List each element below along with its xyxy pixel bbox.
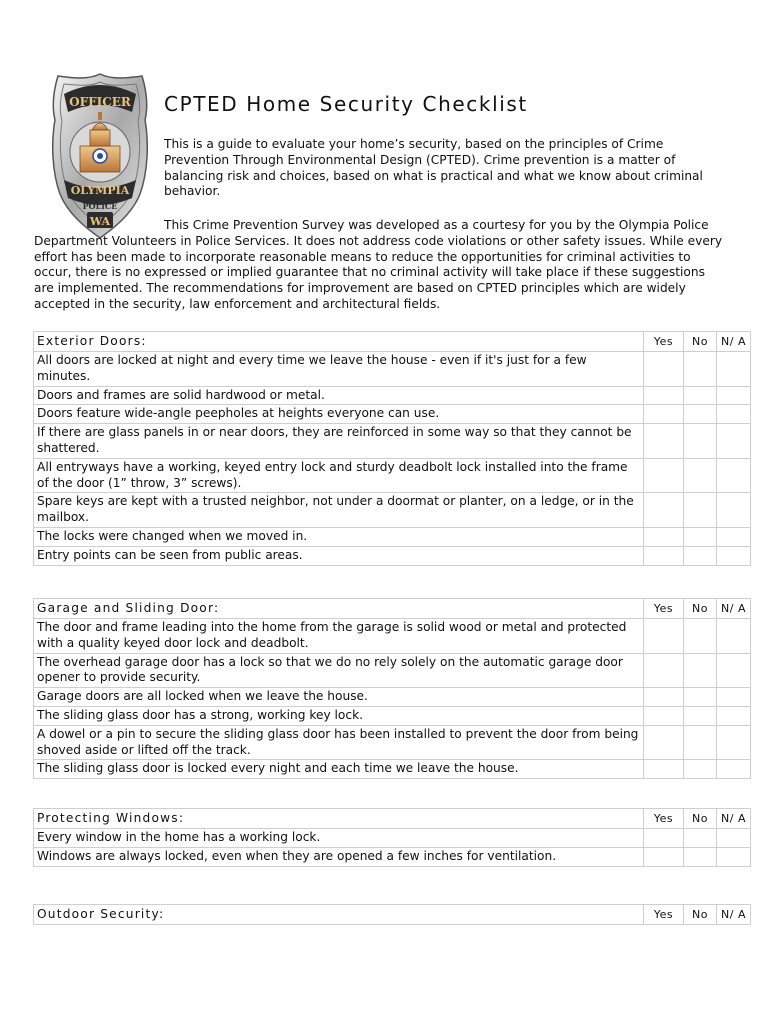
yes-column-header: Yes: [644, 599, 684, 619]
checklist-row: [34, 688, 751, 707]
badge-olympia-text: OLYMPIA: [70, 184, 130, 197]
na-checkbox[interactable]: [717, 527, 751, 546]
no-checkbox[interactable]: [684, 653, 717, 688]
no-checkbox[interactable]: [684, 619, 717, 654]
no-checkbox[interactable]: [684, 706, 717, 725]
badge-police-text: POLICE: [82, 201, 118, 211]
yes-checkbox[interactable]: [644, 725, 684, 760]
checklist-question: The door and frame leading into the home from the garage is solid wood or metal and protected with a quality keyed door lock and deadbolt.: [34, 619, 644, 654]
badge-officer-text: OFFICER: [69, 95, 131, 109]
na-checkbox[interactable]: [717, 352, 751, 387]
na-checkbox[interactable]: [717, 493, 751, 528]
yes-column-header: Yes: [644, 809, 684, 829]
yes-checkbox[interactable]: [644, 760, 684, 779]
yes-checkbox[interactable]: [644, 352, 684, 387]
protecting-windows-table: [33, 808, 751, 867]
checklist-row: [34, 493, 751, 528]
checklist-row: [34, 725, 751, 760]
yes-checkbox[interactable]: [644, 424, 684, 459]
no-column-header: No: [684, 599, 717, 619]
checklist-question: The locks were changed when we moved in.: [34, 527, 644, 546]
na-checkbox[interactable]: [717, 847, 751, 866]
page-title: CPTED Home Security Checklist: [164, 92, 528, 116]
section-header-row: [34, 332, 751, 352]
checklist-row: [34, 458, 751, 493]
yes-column-header: Yes: [644, 332, 684, 352]
yes-checkbox[interactable]: [644, 527, 684, 546]
no-checkbox[interactable]: [684, 760, 717, 779]
no-checkbox[interactable]: [684, 829, 717, 848]
checklist-row: [34, 405, 751, 424]
no-column-header: No: [684, 332, 717, 352]
section-header-row: [34, 599, 751, 619]
intro-paragraph: This is a guide to evaluate your home’s security, based on the principles of Crime Prevention Through Environmental Design (CPTED). Crime prevention is a matter of balancing risk and choices, based on what is practical and what we know about criminal behavior.: [164, 137, 703, 199]
na-checkbox[interactable]: [717, 688, 751, 707]
yes-checkbox[interactable]: [644, 688, 684, 707]
na-column-header: N/ A: [717, 905, 751, 925]
section-heading: Protecting Windows:: [34, 809, 644, 829]
olympia-police-badge-logo: [50, 72, 150, 240]
checklist-row: [34, 653, 751, 688]
checklist-question: Spare keys are kept with a trusted neighbor, not under a doormat or planter, on a ledge, or in the mailbox.: [34, 493, 644, 528]
checklist-row: [34, 546, 751, 565]
yes-checkbox[interactable]: [644, 405, 684, 424]
na-checkbox[interactable]: [717, 405, 751, 424]
na-checkbox[interactable]: [717, 653, 751, 688]
intro-text: [164, 137, 724, 200]
no-checkbox[interactable]: [684, 546, 717, 565]
section-heading: Exterior Doors:: [34, 332, 644, 352]
survey-paragraph: This Crime Prevention Survey was developed as a courtesy for you by the Olympia Police Department Volunteers in Police Services. It does not address code violations or other safety issues. While every effort has been made to incorporate reasonable means to reduce the opportunities for criminal activities to occur, there is no expressed or implied guarantee that no criminal activity will take place if these suggestions are implemented. The recommendations for improvement are based on CPTED principles which are widely accepted in the security, law enforcement and architectural fields.: [34, 218, 723, 311]
yes-checkbox[interactable]: [644, 653, 684, 688]
na-checkbox[interactable]: [717, 829, 751, 848]
no-checkbox[interactable]: [684, 386, 717, 405]
na-checkbox[interactable]: [717, 760, 751, 779]
na-checkbox[interactable]: [717, 458, 751, 493]
yes-column-header: Yes: [644, 905, 684, 925]
yes-checkbox[interactable]: [644, 706, 684, 725]
checklist-question: Doors feature wide-angle peepholes at heights everyone can use.: [34, 405, 644, 424]
no-checkbox[interactable]: [684, 725, 717, 760]
checklist-question: Garage doors are all locked when we leave the house.: [34, 688, 644, 707]
section-heading: Garage and Sliding Door:: [34, 599, 644, 619]
na-checkbox[interactable]: [717, 619, 751, 654]
no-checkbox[interactable]: [684, 352, 717, 387]
no-checkbox[interactable]: [684, 424, 717, 459]
checklist-question: The overhead garage door has a lock so that we do no rely solely on the automatic garage door opener to provide security.: [34, 653, 644, 688]
section-header-row: [34, 905, 751, 925]
no-checkbox[interactable]: [684, 405, 717, 424]
yes-checkbox[interactable]: [644, 829, 684, 848]
yes-checkbox[interactable]: [644, 493, 684, 528]
checklist-question: All doors are locked at night and every time we leave the house - even if it's just for a few minutes.: [34, 352, 644, 387]
yes-checkbox[interactable]: [644, 458, 684, 493]
checklist-row: [34, 386, 751, 405]
no-column-header: No: [684, 809, 717, 829]
no-column-header: No: [684, 905, 717, 925]
checklist-row: [34, 847, 751, 866]
yes-checkbox[interactable]: [644, 847, 684, 866]
na-column-header: N/ A: [717, 599, 751, 619]
yes-checkbox[interactable]: [644, 546, 684, 565]
checklist-row: [34, 352, 751, 387]
checklist-question: If there are glass panels in or near doors, they are reinforced in some way so that they cannot be shattered.: [34, 424, 644, 459]
exterior-doors-table: [33, 331, 751, 566]
section-heading: Outdoor Security:: [34, 905, 644, 925]
checklist-question: All entryways have a working, keyed entry lock and sturdy deadbolt lock installed into the frame of the door (1” throw, 3” screws).: [34, 458, 644, 493]
na-checkbox[interactable]: [717, 706, 751, 725]
checklist-row: [34, 760, 751, 779]
na-checkbox[interactable]: [717, 546, 751, 565]
no-checkbox[interactable]: [684, 493, 717, 528]
garage-sliding-door-table: [33, 598, 751, 779]
badge-wa-text: WA: [89, 215, 111, 228]
checklist-row: [34, 424, 751, 459]
no-checkbox[interactable]: [684, 847, 717, 866]
na-checkbox[interactable]: [717, 424, 751, 459]
yes-checkbox[interactable]: [644, 386, 684, 405]
no-checkbox[interactable]: [684, 458, 717, 493]
section-header-row: [34, 809, 751, 829]
na-checkbox[interactable]: [717, 725, 751, 760]
na-column-header: N/ A: [717, 332, 751, 352]
checklist-question: Windows are always locked, even when they are opened a few inches for ventilation.: [34, 847, 644, 866]
no-checkbox[interactable]: [684, 688, 717, 707]
na-checkbox[interactable]: [717, 386, 751, 405]
checklist-question: Doors and frames are solid hardwood or metal.: [34, 386, 644, 405]
checklist-question: Entry points can be seen from public areas.: [34, 546, 644, 565]
checklist-row: [34, 706, 751, 725]
checklist-question: The sliding glass door has a strong, working key lock.: [34, 706, 644, 725]
yes-checkbox[interactable]: [644, 619, 684, 654]
no-checkbox[interactable]: [684, 527, 717, 546]
checklist-question: A dowel or a pin to secure the sliding glass door has been installed to prevent the door from being shoved aside or lifted off the track.: [34, 725, 644, 760]
checklist-row: [34, 619, 751, 654]
checklist-row: [34, 829, 751, 848]
outdoor-security-table: [33, 904, 751, 925]
checklist-row: [34, 527, 751, 546]
checklist-question: The sliding glass door is locked every night and each time we leave the house.: [34, 760, 644, 779]
checklist-question: Every window in the home has a working lock.: [34, 829, 644, 848]
na-column-header: N/ A: [717, 809, 751, 829]
